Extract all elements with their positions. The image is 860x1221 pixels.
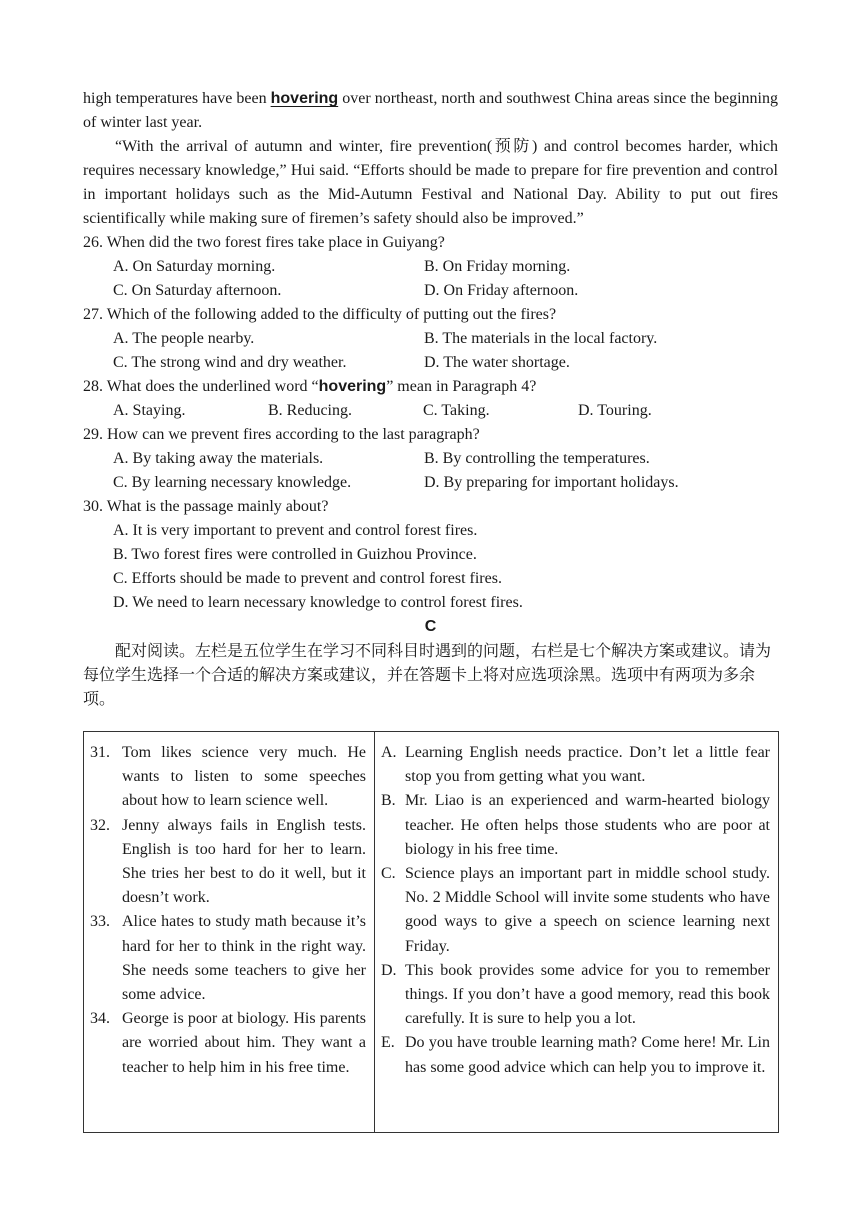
option-b: B. The materials in the local factory. xyxy=(424,330,658,347)
option-a: A. The people nearby. xyxy=(113,330,255,347)
quoted-word: hovering xyxy=(318,378,387,395)
option-a: A. Staying. xyxy=(113,402,186,419)
question-30 xyxy=(83,495,778,615)
solution-item: A. Learning English needs practice. Don’t let a little fear stop you from getting what you want. xyxy=(381,744,770,786)
solution-item: B. Mr. Liao is an experienced and warm-hearted biology teacher. He often helps those students who are poor at biology in his free time. xyxy=(381,792,770,858)
problem-item: 31. Tom likes science very much. He wants to listen to some speeches about how to learn science well. xyxy=(90,744,366,810)
option-c: C. The strong wind and dry weather. xyxy=(113,354,347,371)
question-28 xyxy=(83,375,778,423)
option-b: B. On Friday morning. xyxy=(424,258,571,275)
exam-page xyxy=(83,87,778,711)
question-stem: 27. Which of the following added to the difficulty of putting out the fires? xyxy=(83,306,557,323)
solution-item: D. This book provides some advice for you to remember things. If you don’t have a good memory, read this book carefully. It is sure to help you a lot. xyxy=(381,961,770,1028)
section-instructions: 配对阅读。左栏是五位学生在学习不同科目时遇到的问题，右栏是七个解决方案或建议。请为每位学生选择一个合适的解决方案或建议，并在答题卡上将对应选项涂黑。选项中有两项为多余项。 xyxy=(83,641,772,708)
option-b: B. By controlling the temperatures. xyxy=(424,450,650,467)
question-stem: 26. When did the two forest fires take place in Guiyang? xyxy=(83,234,445,251)
solution-item: C. Science plays an important part in middle school study. No. 2 Middle School will invite some students who have good ways to give a speech on science learning next Friday. xyxy=(381,865,770,955)
option-a: A. It is very important to prevent and control forest fires. xyxy=(113,522,478,539)
option-b: B. Two forest fires were controlled in Guizhou Province. xyxy=(113,546,477,563)
matching-table xyxy=(83,731,779,1133)
solutions-column xyxy=(375,732,779,1133)
question-29 xyxy=(83,423,778,495)
problem-item: 32. Jenny always fails in English tests. English is too hard for her to learn. She tries her best to do it well, but it doesn’t work. xyxy=(90,816,366,907)
passage-paragraph-4: high temperatures have been hovering over northeast, north and southwest China areas since the beginning of winter last year. xyxy=(83,90,778,131)
option-a: A. By taking away the materials. xyxy=(113,450,324,467)
question-26 xyxy=(83,231,778,303)
option-d: D. On Friday afternoon. xyxy=(424,282,579,299)
option-a: A. On Saturday morning. xyxy=(113,258,276,275)
problem-item: 33. Alice hates to study math because it’s hard for her to think in the right way. She needs some teachers to give her some advice. xyxy=(90,913,366,1004)
question-stem: 29. How can we prevent fires according to the last paragraph? xyxy=(83,426,480,443)
problems-column xyxy=(84,732,375,1133)
section-heading: C xyxy=(424,618,437,635)
question-stem: 30. What is the passage mainly about? xyxy=(83,498,329,515)
option-d: D. Touring. xyxy=(578,402,652,419)
question-stem: 28. What does the underlined word “hovering” mean in Paragraph 4? xyxy=(83,378,537,395)
option-c: C. Taking. xyxy=(423,402,490,419)
option-c: C. Efforts should be made to prevent and control forest fires. xyxy=(113,570,502,587)
passage-paragraph-5: “With the arrival of autumn and winter, fire prevention(预防) and control becomes harder, which requires necessary knowledge,” Hui said. “Efforts should be made to prepare for fire prevention and control in important holidays such as the Mid-Autumn Festival and National Day. Ability to put out fires scientifically while making sure of firemen’s safety should also be improved.” xyxy=(83,138,778,227)
solution-item: E. Do you have trouble learning math? Come here! Mr. Lin has some good advice which can help you to improve it. xyxy=(381,1034,770,1076)
option-c: C. On Saturday afternoon. xyxy=(113,282,282,299)
option-d: D. By preparing for important holidays. xyxy=(424,474,679,491)
option-d: D. The water shortage. xyxy=(424,354,570,371)
underlined-word: hovering xyxy=(270,90,339,107)
problem-item: 34. George is poor at biology. His parents are worried about him. They want a teacher to help him in his free time. xyxy=(90,1010,366,1076)
option-c: C. By learning necessary knowledge. xyxy=(113,474,352,491)
question-27 xyxy=(83,303,778,375)
option-d: D. We need to learn necessary knowledge to control forest fires. xyxy=(113,594,523,611)
option-b: B. Reducing. xyxy=(268,402,352,419)
